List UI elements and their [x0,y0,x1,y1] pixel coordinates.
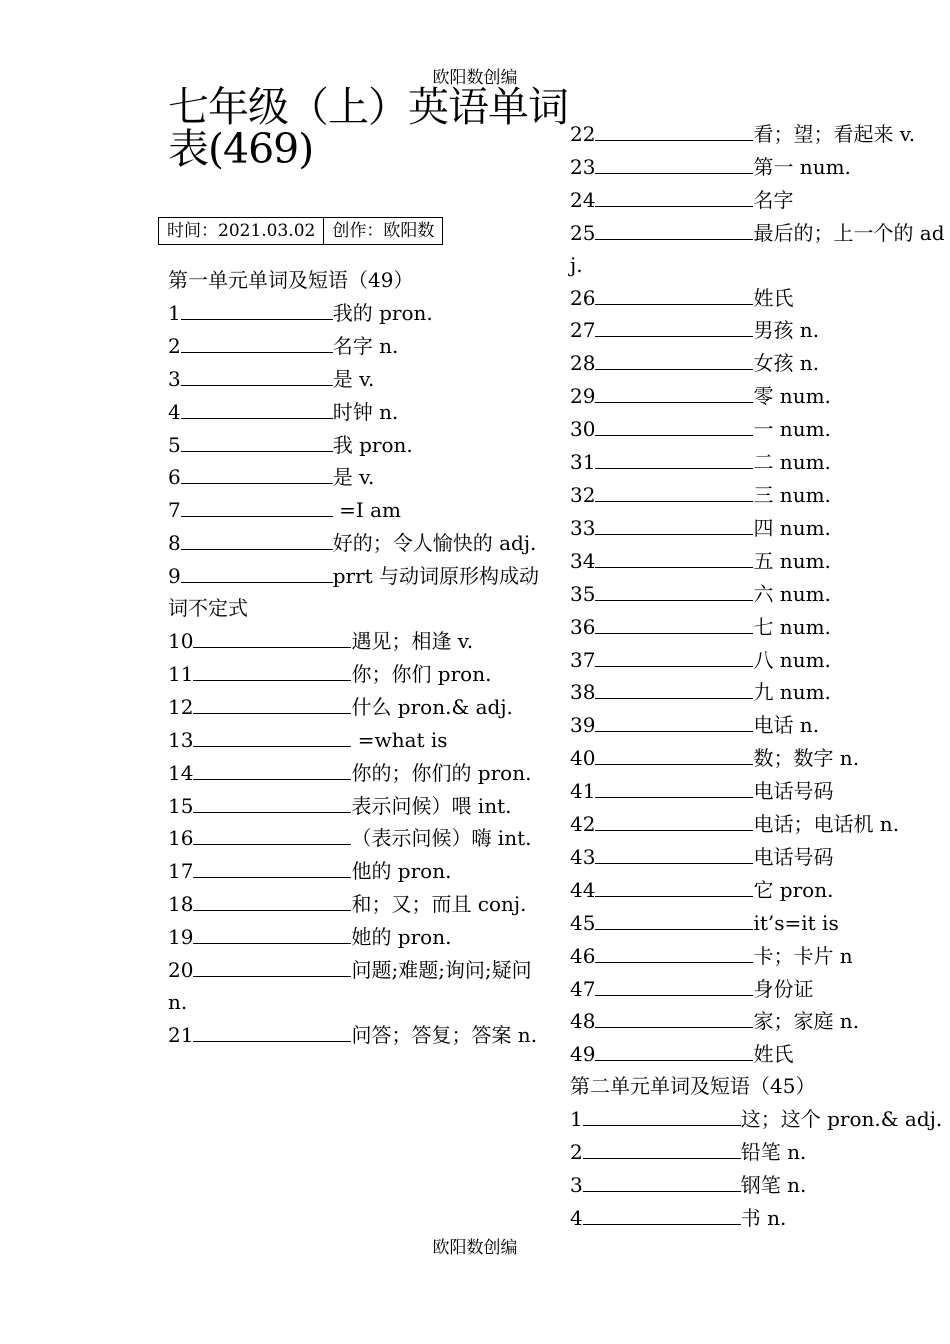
answer-blank[interactable] [595,841,753,864]
vocab-entry [570,611,950,644]
entry-number: 34 [570,548,596,573]
vocab-entry [570,940,950,973]
entry-number: 29 [570,384,596,409]
entry-number: 8 [168,531,181,556]
vocab-entry [168,396,546,429]
entry-definition: 电话 n. [753,713,820,738]
entry-number: 48 [570,1009,596,1034]
vocab-entry [570,973,950,1006]
answer-blank[interactable] [595,282,753,305]
vocab-entry [570,184,950,217]
answer-blank[interactable] [181,297,333,320]
vocab-entry [168,822,546,855]
answer-blank[interactable] [595,479,753,502]
entry-definition: 姓氏 [753,1042,794,1067]
answer-blank[interactable] [193,757,351,780]
entry-number: 27 [570,318,596,343]
answer-blank[interactable] [181,330,333,353]
vocab-entry [570,512,950,545]
entry-number: 28 [570,351,596,376]
answer-blank[interactable] [181,527,333,550]
vocab-entry [570,314,950,347]
unit1-list-right [570,118,950,1071]
entry-definition: 电话号码 [753,779,834,804]
answer-blank[interactable] [595,217,753,240]
answer-blank[interactable] [181,461,333,484]
vocab-entry [168,757,546,790]
entry-number: 15 [168,793,194,818]
entry-number: 1 [168,300,181,325]
entry-number: 3 [570,1173,583,1197]
vocab-entry [570,1103,950,1136]
answer-blank[interactable] [181,396,333,419]
entry-definition: 你；你们 pron. [351,661,492,686]
answer-blank[interactable] [193,790,351,813]
vocab-entry [570,1005,950,1038]
entry-number: 44 [570,877,596,902]
vocab-entry [168,461,546,494]
vocab-entry [168,691,546,724]
entry-definition: （表示问候）嗨 int. [351,826,532,851]
answer-blank[interactable] [595,874,753,897]
answer-blank[interactable] [595,446,753,469]
answer-blank[interactable] [595,1038,753,1061]
entry-definition: 问题;难题;询问;疑问 n. [168,958,532,1014]
entry-definition: 是 v. [332,366,375,391]
column-left [168,265,546,1052]
meta-box [158,217,443,245]
entry-number: 30 [570,417,596,442]
answer-blank[interactable] [595,413,753,436]
vocab-entry [168,297,546,330]
unit2-heading: 第二单元单词及短语（45） [570,1074,816,1099]
entry-number: 26 [570,285,596,310]
entry-definition: 这；这个 pron.& adj. [740,1107,943,1132]
entry-number: 49 [570,1042,596,1067]
vocab-entry [570,874,950,907]
entry-definition: 男孩 n. [753,318,820,343]
entry-definition: 名字 n. [332,333,399,358]
vocab-entry [168,724,546,757]
entry-definition: 他的 pron. [351,859,452,884]
entry-number: 17 [168,859,194,884]
entry-number: 43 [570,844,596,869]
entry-definition: 电话；电话机 n. [753,812,900,837]
answer-blank[interactable] [193,921,351,944]
vocab-entry [570,1136,950,1169]
vocab-entry [570,545,950,578]
entry-definition: 问答；答复；答案 n. [351,1022,538,1047]
answer-blank[interactable] [595,709,753,732]
vocab-entry [168,527,546,560]
vocab-entry [168,888,546,921]
vocab-entry [570,841,950,874]
answer-blank[interactable] [583,1202,741,1225]
page-title: 七年级（上）英语单词表(469) [168,83,568,173]
vocab-entry [570,808,950,841]
answer-blank[interactable] [595,940,753,963]
vocab-entry [570,1202,950,1235]
entry-definition: 名字 [753,187,794,212]
entry-number: 35 [570,581,596,606]
entry-number: 33 [570,515,596,540]
vocab-entry [570,578,950,611]
vocab-entry [570,775,950,808]
entry-definition: it’s=it is [753,910,839,935]
entry-number: 4 [168,399,181,424]
answer-blank[interactable] [583,1103,741,1126]
vocab-entry [168,625,546,658]
entry-number: 19 [168,925,194,950]
vocab-entry [570,151,950,184]
entry-number: 22 [570,122,596,146]
vocab-entry [168,855,546,888]
vocab-entry [570,1169,950,1202]
entry-definition: 一 num. [753,417,831,442]
entry-number: 13 [168,727,194,752]
answer-blank[interactable] [193,691,351,714]
answer-blank[interactable] [595,578,753,601]
entry-number: 32 [570,482,596,507]
entry-number: 47 [570,976,596,1001]
entry-number: 14 [168,760,194,785]
vocab-entry [168,1019,546,1052]
entry-definition: 零 num. [753,384,831,409]
vocab-entry [570,742,950,775]
vocab-entry [570,347,950,380]
entry-definition: 五 num. [753,548,831,573]
entry-definition: 七 num. [753,614,831,639]
entry-number: 36 [570,614,596,639]
entry-definition: 钢笔 n. [740,1173,807,1197]
entry-number: 6 [168,465,181,490]
vocab-entry [570,217,950,282]
answer-blank[interactable] [181,560,333,583]
answer-blank[interactable] [583,1169,741,1192]
vocab-entry [168,429,546,462]
vocab-entry [570,1038,950,1071]
entry-definition: 什么 pron.& adj. [351,694,513,719]
answer-blank[interactable] [181,429,333,452]
entry-definition: 家；家庭 n. [753,1009,860,1034]
column-right [570,118,950,1235]
answer-blank[interactable] [595,676,753,699]
entry-number: 11 [168,661,194,686]
vocab-entry [168,790,546,823]
entry-definition: 她的 pron. [351,925,452,950]
entry-number: 2 [168,333,181,358]
entry-definition: 书 n. [740,1205,787,1230]
entry-definition: 最后的；上一个的 adj. [570,220,945,277]
vocab-entry [168,494,546,527]
entry-number: 2 [570,1140,583,1165]
entry-definition: 六 num. [753,581,831,606]
vocab-entry [168,954,546,1019]
entry-definition: 看；望；看起来 v. [753,122,916,146]
entry-definition: 我的 pron. [332,300,433,325]
entry-number: 9 [168,564,181,589]
entry-number: 3 [168,366,181,391]
entry-definition: 九 num. [753,680,831,705]
vocab-entry [570,282,950,315]
answer-blank[interactable] [595,347,753,370]
answer-blank[interactable] [595,512,753,535]
entry-definition: 表示问候）喂 int. [351,793,512,818]
entry-definition: 身份证 [753,976,814,1001]
entry-definition: 女孩 n. [753,351,820,376]
answer-blank[interactable] [583,1136,741,1159]
answer-blank[interactable] [181,494,333,517]
entry-number: 45 [570,910,596,935]
vocab-entry [570,446,950,479]
answer-blank[interactable] [193,954,351,977]
vocab-entry [570,709,950,742]
answer-blank[interactable] [595,742,753,765]
unit1-list-left [168,297,546,1052]
entry-definition: 时钟 n. [332,399,399,424]
entry-number: 4 [570,1205,583,1230]
answer-blank[interactable] [595,184,753,207]
entry-definition: 三 num. [753,482,831,507]
answer-blank[interactable] [595,775,753,798]
answer-blank[interactable] [193,822,351,845]
entry-number: 5 [168,432,181,457]
entry-definition: =what is [351,727,448,752]
entry-number: 38 [570,680,596,705]
entry-definition: 四 num. [753,515,831,540]
vocab-entry [168,658,546,691]
entry-number: 25 [570,220,596,245]
vocab-entry [168,921,546,954]
unit2-list [570,1103,950,1235]
answer-blank[interactable] [595,973,753,996]
entry-definition: 你的；你们的 pron. [351,760,532,785]
unit1-heading: 第一单元单词及短语（49） [168,268,414,292]
entry-definition: 是 v. [332,465,375,490]
answer-blank[interactable] [193,658,351,681]
answer-blank[interactable] [193,888,351,911]
entry-number: 24 [570,187,596,212]
answer-blank[interactable] [595,118,753,141]
answer-blank[interactable] [595,907,753,930]
answer-blank[interactable] [595,644,753,667]
vocab-entry [570,644,950,677]
entry-number: 10 [168,628,194,653]
header-watermark: 欧阳数创编 [432,68,518,88]
entry-definition: 姓氏 [753,285,794,310]
vocab-entry [570,380,950,413]
entry-definition: 二 num. [753,450,831,475]
entry-definition: 数；数字 n. [753,746,860,771]
answer-blank[interactable] [595,545,753,568]
vocab-entry [570,413,950,446]
entry-definition: 八 num. [753,647,831,672]
answer-blank[interactable] [193,855,351,878]
entry-definition: 和；又；而且 conj. [351,892,527,917]
entry-number: 16 [168,826,194,851]
answer-blank[interactable] [595,380,753,403]
vocab-entry [168,330,546,363]
entry-number: 18 [168,892,194,917]
answer-blank[interactable] [193,625,351,648]
entry-definition: =I am [332,498,401,523]
answer-blank[interactable] [595,1005,753,1028]
entry-number: 42 [570,812,596,837]
vocab-entry [570,118,950,151]
entry-definition: 第一 num. [753,154,851,179]
entry-number: 21 [168,1022,194,1047]
entry-number: 23 [570,154,596,179]
answer-blank[interactable] [595,611,753,634]
entry-definition: 它 pron. [753,877,834,902]
entry-definition: 遇见；相逢 v. [351,628,474,653]
entry-definition: 好的；令人愉快的 adj. [332,531,537,556]
entry-definition: 我 pron. [332,432,413,457]
entry-number: 20 [168,958,194,983]
vocab-entry [168,560,546,625]
meta-time: 时间：2021.03.02 [167,221,316,241]
answer-blank[interactable] [193,1019,351,1042]
entry-number: 40 [570,746,596,771]
entry-definition: 铅笔 n. [740,1140,807,1165]
vocab-entry [570,479,950,512]
footer-watermark: 欧阳数创编 [432,1238,518,1258]
meta-author: 创作：欧阳数 [323,218,442,244]
answer-blank[interactable] [193,724,351,747]
vocab-entry [570,676,950,709]
entry-number: 41 [570,779,596,804]
vocab-entry [168,363,546,396]
answer-blank[interactable] [181,363,333,386]
entry-number: 37 [570,647,596,672]
answer-blank[interactable] [595,808,753,831]
entry-definition: prrt 与动词原形构成动词不定式 [168,564,540,621]
entry-number: 31 [570,450,596,475]
entry-number: 1 [570,1107,583,1132]
entry-definition: 卡；卡片 n [753,943,853,968]
entry-number: 46 [570,943,596,968]
entry-number: 12 [168,694,194,719]
answer-blank[interactable] [595,151,753,174]
vocab-entry [570,907,950,940]
entry-number: 39 [570,713,596,738]
answer-blank[interactable] [595,314,753,337]
entry-definition: 电话号码 [753,844,834,869]
entry-number: 7 [168,498,181,523]
